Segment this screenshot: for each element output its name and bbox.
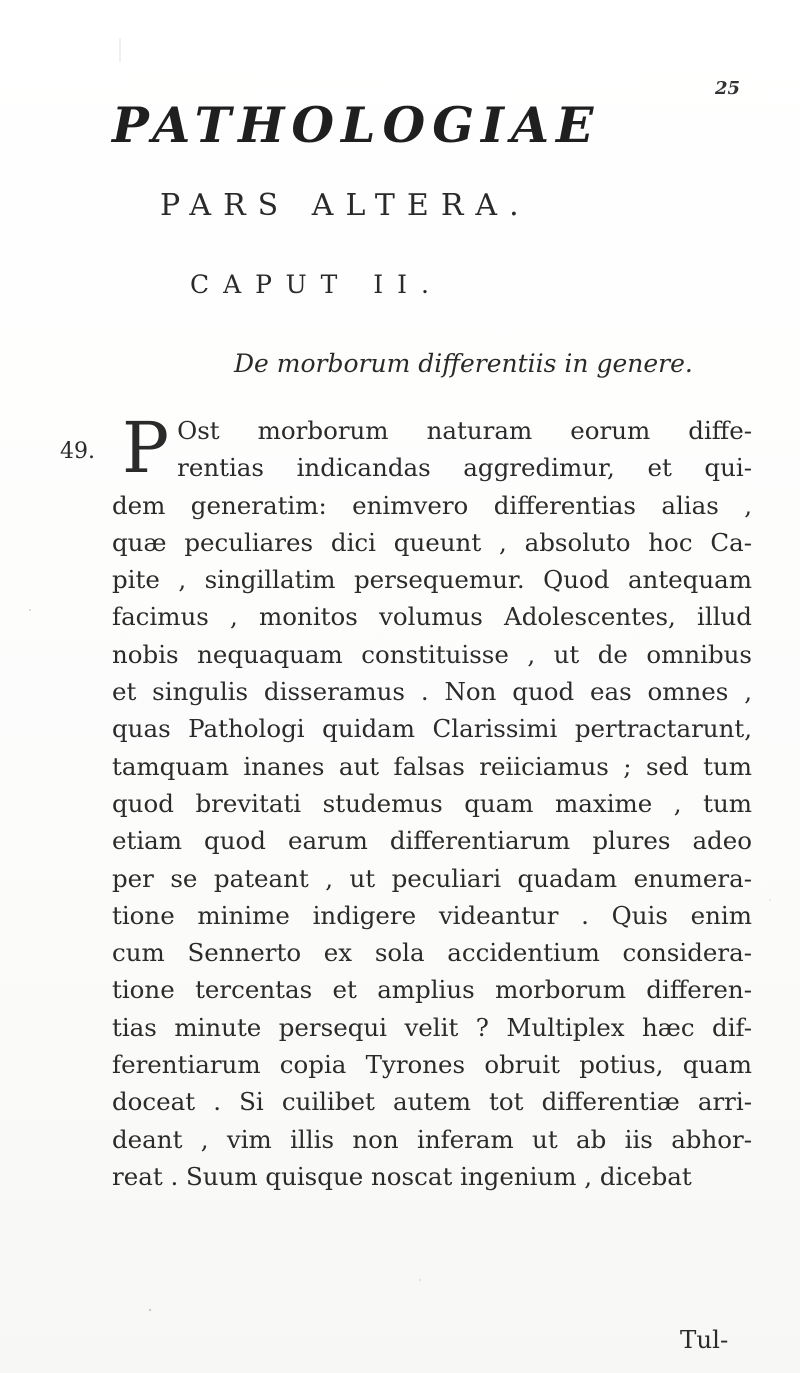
- text-line: cum Sennerto ex sola accidentium considera-: [112, 938, 752, 968]
- text-line: per se pateant , ut peculiari quadam enumera-: [112, 863, 752, 893]
- text-line: quæ peculiares dici queunt , absoluto hoc Ca-: [112, 527, 752, 557]
- text-line: dem generatim: enimvero differentias alias ,: [112, 490, 752, 520]
- text-line: tamquam inanes aut falsas reiiciamus ; sed tum: [112, 751, 752, 781]
- text-line: rentias indicandas aggredimur, et qui-: [177, 453, 752, 483]
- page-number: 25: [715, 78, 741, 99]
- text-line: pite , singillatim persequemur. Quod antequam: [112, 565, 752, 595]
- text-line: doceat . Si cuilibet autem tot differentiæ arri-: [112, 1087, 752, 1117]
- text-line: deant , vim illis non inferam ut ab iis abhor-: [112, 1124, 752, 1154]
- body-paragraph: [60, 407, 752, 1195]
- text-line: facimus , monitos volumus Adolescentes, illud: [112, 602, 752, 632]
- catchword: Tul-: [680, 1325, 729, 1354]
- running-title: PATHOLOGIAE: [112, 96, 601, 154]
- text-line: ferentiarum copia Tyrones obruit potius, quam: [112, 1050, 752, 1080]
- text-line: tias minute persequi velit ? Multiplex hæc dif-: [112, 1012, 752, 1042]
- text-line: reat . Suum quisque noscat ingenium , dicebat: [112, 1161, 692, 1191]
- chapter-subtitle: De morborum differentiis in genere.: [234, 349, 693, 378]
- text-line: quod brevitati studemus quam maxime , tum: [112, 788, 752, 818]
- text-line: et singulis disseramus . Non quod eas omnes ,: [112, 677, 752, 707]
- text-line: nobis nequaquam constituisse , ut de omnibus: [112, 639, 752, 669]
- text-line: tione minime indigere videantur . Quis enim: [112, 900, 752, 930]
- text-line: tione tercentas et amplius morborum differen-: [112, 975, 752, 1005]
- drop-capital-letter: P: [122, 407, 170, 489]
- chapter-heading: CAPUT II.: [190, 270, 443, 299]
- text-line: Ost morborum naturam eorum diffe-: [177, 416, 752, 445]
- drop-capital: 49. P: [60, 407, 170, 489]
- text-line: quas Pathologi quidam Clarissimi pertractarunt,: [112, 714, 752, 744]
- text-line: etiam quod earum differentiarum plures adeo: [112, 826, 752, 856]
- part-heading: PARS ALTERA.: [160, 188, 531, 223]
